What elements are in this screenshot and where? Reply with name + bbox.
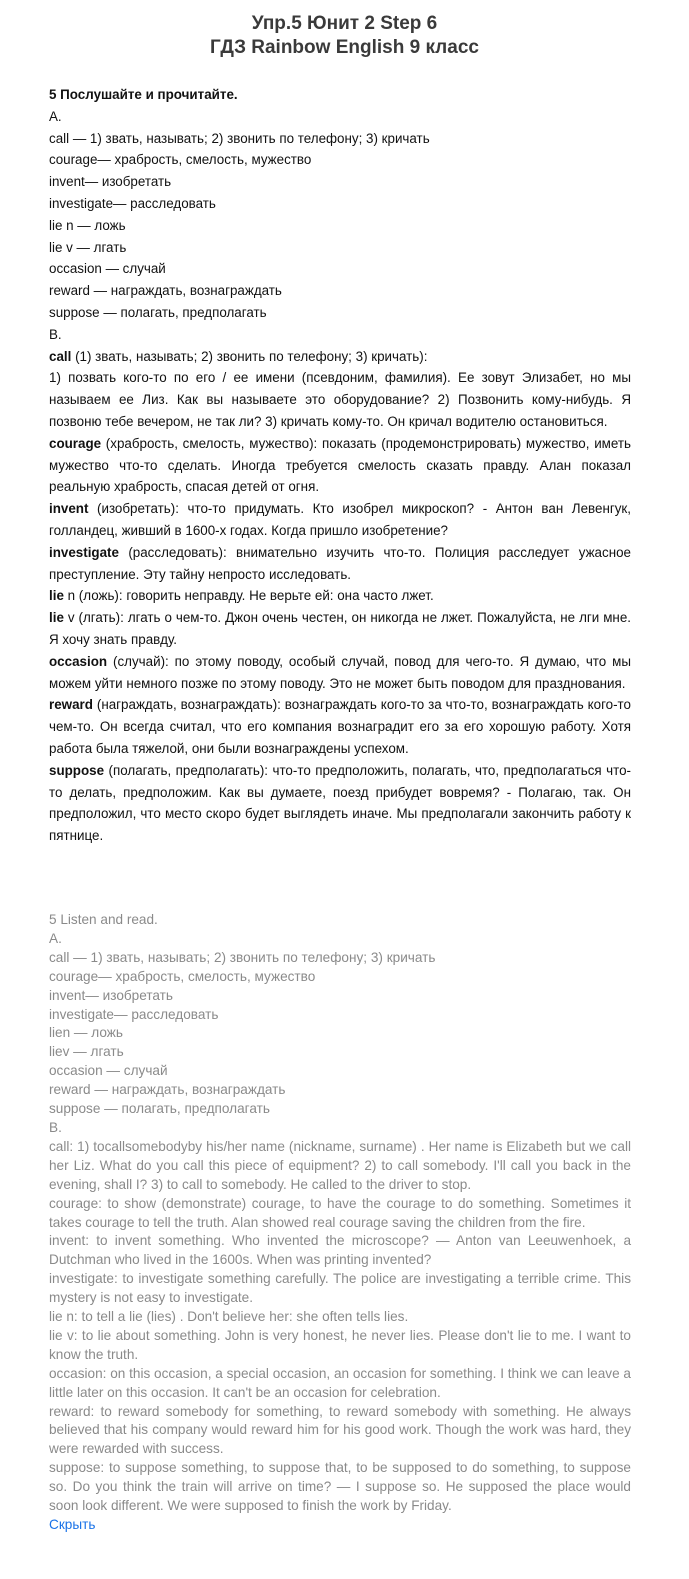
russian-entry [49,694,631,759]
english-vocab-item: investigate— расследовать [49,1006,219,1022]
russian-vocab-item: occasion — случай [49,261,166,277]
english-label-a: A. [49,930,62,946]
entry-text: (изобретать): что-то придумать. Кто изобрел микроскоп? - Антон ван Левенгук, голландец, живший в 1600-х годах. Когда пришло изобретение? [49,501,631,538]
english-label-b: B. [49,1119,62,1135]
entry-word: call [49,348,72,364]
russian-vocab-item: courage— храбрость, смелость, мужество [49,152,312,168]
english-section [49,911,631,1535]
russian-entry [49,542,631,586]
entry-word: invent [49,501,89,517]
english-vocab-item: lien — ложь [49,1025,123,1041]
entry-text: n (ложь): говорить неправду. Не верьте ей: она часто лжет. [63,588,434,604]
english-vocab-item: liev — лгать [49,1044,124,1060]
russian-label-a: A. [49,108,62,124]
entry-text: (расследовать): внимательно изучить что-то. Полиция расследует ужасное преступление. Эту тайну непросто исследовать. [49,544,631,582]
russian-vocab-item: lie v — лгать [49,239,127,255]
russian-entry [49,433,631,498]
entry-word: reward [49,697,93,713]
russian-entry [49,651,631,695]
entry-text: 1) позвать кого-то по его / ее имени (псевдоним, фамилия). Ее зовут Элизабет, но мы называем ее Лиз. Как вы называете это оборудование? 2) Позвонить кому-нибудь. Я позвоню тебе вечером, не так ли? 3) кричать кому-то. Он кричал водителю остановиться. [49,370,631,429]
entry-word: courage [49,435,102,451]
english-entries [49,1138,631,1516]
english-entry: lie v: to lie about something. John is very honest, he never lies. Please don't lie to me. I want to know the truth. [49,1327,631,1362]
english-vocab-item: reward — награждать, вознаграждать [49,1082,286,1098]
title-line-1: Упр.5 Юнит 2 Step 6 [251,13,438,34]
english-entry: courage: to show (demonstrate) courage, to have the courage to do something. Sometimes it takes courage to tell the truth. Alan showed real courage saving the children from the fire. [49,1195,631,1230]
english-entry: reward: to reward somebody for something, to reward somebody with something. He always believed that his company would reward him for his good work. Though the work was hard, they were rewarded with success. [49,1403,631,1457]
english-entry: investigate: to investigate something carefully. The police are investigating a terrible crime. This mystery is not easy to investigate. [49,1271,631,1306]
entry-text: (1) звать, называть; 2) звонить по телефону; 3) кричать): [71,348,428,364]
entry-text: v (лгать): лгать о чем-то. Джон очень честен, он никогда не лжет. Пожалуйста, не лги мне. Я хочу знать правду. [49,610,631,647]
entry-word: investigate [49,544,119,560]
russian-entry [49,760,631,847]
english-vocab-item: occasion — случай [49,1063,168,1079]
russian-entry [49,367,631,432]
entry-text: (награждать, вознаграждать): вознаграждать кого-то за что-то, вознаграждать кого-то чем-то. Он всегда считал, что его компания вознаградит его за его хорошую работу. Хотя работа была тяжелой, они были вознаграждены успехом. [49,697,631,756]
english-heading: 5 Listen and read. [49,912,158,927]
english-vocab-item: suppose — полагать, предполагать [49,1101,270,1117]
russian-heading: 5 Послушайте и прочитайте. [49,87,238,102]
english-vocab-list [49,949,631,1119]
russian-entry [49,498,631,542]
title-line-2: ГДЗ Rainbow English 9 класс [210,37,479,58]
russian-vocab-item: invent— изобретать [49,174,172,190]
russian-entry [49,607,631,651]
russian-vocab-item: call — 1) звать, называть; 2) звонить по телефону; 3) кричать [49,130,430,146]
entry-text: (случай): по этому поводу, особый случай, повод для чего-то. Я думаю, что мы можем уйти немного позже по этому поводу. Это не может быть поводом для празднования. [49,653,631,691]
entry-word: occasion [49,653,108,669]
russian-vocab-item: suppose — полагать, предполагать [49,304,267,320]
english-entry: call: 1) tocallsomebodyby his/her name (nickname, surname) . Her name is Elizabeth but we call her Liz. What do you call this piece of equipment? 2) to call somebody. I'll call you back in the evening, shall I? 3) to call to somebody. He called to the driver to stop. [49,1138,631,1192]
english-vocab-item: call — 1) звать, называть; 2) звонить по телефону; 3) кричать [49,949,436,965]
russian-vocab-item: investigate— расследовать [49,195,216,211]
english-vocab-item: courage— храбрость, смелость, мужество [49,968,316,984]
english-entry: suppose: to suppose something, to suppose that, to be supposed to do something, to suppose so. Do you think the train will arrive on time? — I suppose so. He supposed the place would soon look different. We were supposed to finish the work by Friday. [49,1460,631,1514]
english-entry: occasion: on this occasion, a special occasion, an occasion for something. I think we can leave a little later on this occasion. It can't be an occasion for celebration. [49,1365,631,1400]
russian-entry [49,585,631,607]
entry-word: lie [49,610,64,626]
russian-vocab-item: reward — награждать, вознаграждать [49,283,282,299]
russian-label-b: B. [49,326,62,342]
entry-text: (храбрость, смелость, мужество): показать (продемонстрировать) мужество, иметь мужество что-то сделать. Иногда требуется смелость сказать правду. Алан показал реальную храбрость, спасая детей от огня. [49,435,631,495]
page-title [0,12,689,60]
russian-vocab-item: lie n — ложь [49,217,126,233]
english-entry: lie n: to tell a lie (lies) . Don't believe her: she often tells lies. [49,1309,409,1325]
russian-section [49,84,631,847]
hide-link[interactable]: Скрыть [49,1517,96,1532]
english-entry: invent: to invent something. Who invented the microscope? — Anton van Leeuwenhoek, a Dutchman who lived in the 1600s. When was printing invented? [49,1233,631,1268]
entry-word: lie [49,588,64,604]
russian-entry [49,346,631,368]
english-vocab-item: invent— изобретать [49,987,173,1003]
entry-text: (полагать, предполагать): что-то предположить, полагать, что, предполагаться что-то делать, предположим. Как вы думаете, поезд прибудет вовремя? - Полагаю, так. Он предположил, что место скоро будет выглядеть иначе. Мы предполагали закончить работу к пятнице. [49,762,631,844]
russian-entries [49,346,631,847]
russian-vocab-list [49,128,631,324]
entry-word: suppose [49,762,105,778]
